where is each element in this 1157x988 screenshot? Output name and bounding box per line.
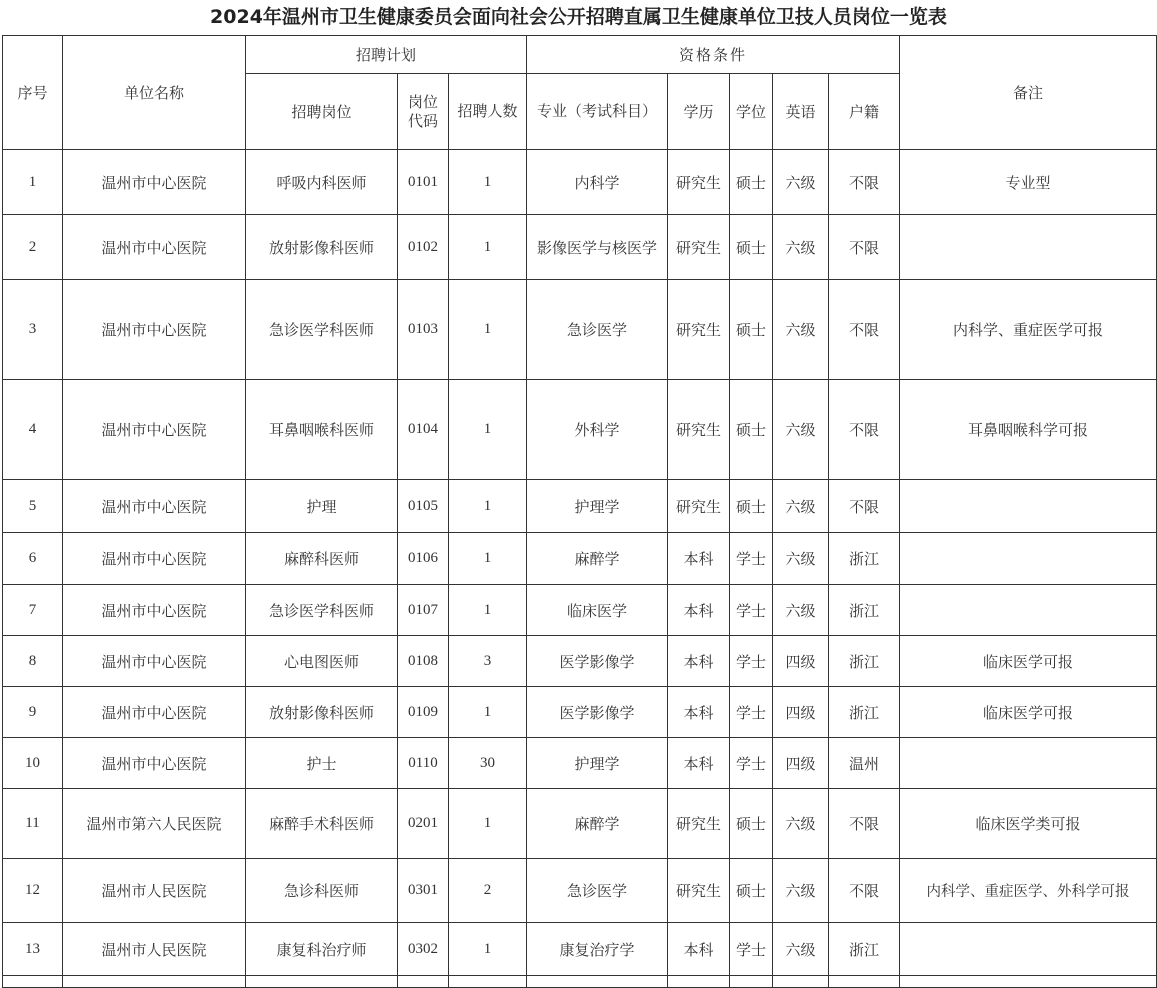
cell-english: 六级 [773,215,829,280]
cell-major: 麻醉学 [527,789,668,859]
cell-hukou: 浙江 [829,636,900,687]
cell-english: 四级 [773,687,829,738]
cell-unit: 温州市中心医院 [63,687,246,738]
cell-count: 1 [449,923,527,976]
table-row [3,585,1157,636]
table-row [3,150,1157,215]
cell-remark: 专业型 [900,150,1157,215]
cell-english: 四级 [773,636,829,687]
cell-seq: 7 [3,585,63,636]
table-row [3,380,1157,480]
cell-education: 研究生 [668,789,730,859]
cell-degree: 硕士 [730,215,773,280]
cell-count: 1 [449,533,527,585]
cell-education: 研究生 [668,380,730,480]
cell-degree: 学士 [730,687,773,738]
cell-education: 研究生 [668,480,730,533]
cell-count: 1 [449,480,527,533]
cell-code: 0105 [398,480,449,533]
cell-major: 医学影像学 [527,636,668,687]
cell-major: 影像医学与核医学 [527,215,668,280]
cell-count: 1 [449,789,527,859]
cell-remark: 临床医学可报 [900,687,1157,738]
cell-english: 六级 [773,533,829,585]
cell-seq: 5 [3,480,63,533]
header-education: 学历 [668,74,730,150]
table-row [3,280,1157,380]
cell-hukou: 不限 [829,280,900,380]
header-plan-group: 招聘计划 [246,36,527,74]
cell-unit: 温州市中心医院 [63,480,246,533]
cell-position: 护理 [246,480,398,533]
cell-code: 0101 [398,150,449,215]
cell-hukou: 浙江 [829,923,900,976]
cell-hukou: 浙江 [829,585,900,636]
cell-unit: 温州市中心医院 [63,636,246,687]
cell-code: 0302 [398,923,449,976]
cell-english: 六级 [773,923,829,976]
header-major: 专业（考试科目） [527,74,668,150]
cell-position: 心电图医师 [246,636,398,687]
cell-unit: 温州市中心医院 [63,280,246,380]
cell-unit: 温州市中心医院 [63,215,246,280]
cell-hukou: 不限 [829,380,900,480]
cell-education: 本科 [668,738,730,789]
cell-english: 六级 [773,480,829,533]
cell-remark [900,923,1157,976]
cell-degree: 学士 [730,533,773,585]
table-row [3,738,1157,789]
cell-count: 30 [449,738,527,789]
cell-unit: 温州市中心医院 [63,150,246,215]
cell-seq: 11 [3,789,63,859]
recruitment-table [2,35,1157,988]
page-title: 2024年温州市卫生健康委员会面向社会公开招聘直属卫生健康单位卫技人员岗位一览表 [210,6,947,28]
cell-position: 麻醉科医师 [246,533,398,585]
cell-hukou: 不限 [829,150,900,215]
cell-hukou: 不限 [829,789,900,859]
cell-education: 本科 [668,585,730,636]
cell-remark: 临床医学可报 [900,636,1157,687]
cell-english: 六级 [773,585,829,636]
cell-code: 0102 [398,215,449,280]
cell-unit: 温州市中心医院 [63,738,246,789]
cell-unit: 温州市中心医院 [63,533,246,585]
cell-remark: 临床医学类可报 [900,789,1157,859]
cell-position: 麻醉手术科医师 [246,789,398,859]
cell-count: 3 [449,636,527,687]
cell-code: 0201 [398,789,449,859]
cell-remark: 内科学、重症医学、外科学可报 [900,859,1157,923]
cell-degree: 硕士 [730,480,773,533]
cell-code: 0103 [398,280,449,380]
cell-hukou: 不限 [829,215,900,280]
cell-seq: 6 [3,533,63,585]
cell-degree: 学士 [730,585,773,636]
header-code: 岗位代码 [398,74,449,150]
cell-count: 1 [449,380,527,480]
header-position: 招聘岗位 [246,74,398,150]
header-degree: 学位 [730,74,773,150]
cell-degree: 硕士 [730,280,773,380]
cell-seq: 3 [3,280,63,380]
header-remark: 备注 [900,36,1157,150]
header-seq: 序号 [3,36,63,150]
cell-seq: 8 [3,636,63,687]
cell-code: 0104 [398,380,449,480]
cell-degree: 学士 [730,738,773,789]
cell-major: 康复治疗学 [527,923,668,976]
cell-unit: 温州市人民医院 [63,859,246,923]
cell-education: 研究生 [668,280,730,380]
cell-count: 1 [449,687,527,738]
cell-degree: 硕士 [730,859,773,923]
table-row [3,480,1157,533]
cell-position: 急诊医学科医师 [246,585,398,636]
cell-english: 六级 [773,789,829,859]
cell-position: 护士 [246,738,398,789]
cell-major: 内科学 [527,150,668,215]
cell-code: 0110 [398,738,449,789]
cell-remark: 内科学、重症医学可报 [900,280,1157,380]
cell-education: 本科 [668,533,730,585]
cell-remark [900,480,1157,533]
cell-position: 急诊医学科医师 [246,280,398,380]
cell-major: 急诊医学 [527,859,668,923]
table-row [3,533,1157,585]
cell-education: 研究生 [668,859,730,923]
table-row [3,789,1157,859]
cell-seq: 2 [3,215,63,280]
cell-major: 急诊医学 [527,280,668,380]
cell-unit: 温州市人民医院 [63,923,246,976]
cell-degree: 学士 [730,923,773,976]
cell-major: 护理学 [527,738,668,789]
cell-count: 2 [449,859,527,923]
cell-unit: 温州市中心医院 [63,380,246,480]
cell-code: 0108 [398,636,449,687]
cell-code: 0106 [398,533,449,585]
cell-major: 临床医学 [527,585,668,636]
cell-hukou: 浙江 [829,687,900,738]
cell-english: 六级 [773,859,829,923]
cell-remark [900,585,1157,636]
table-row [3,215,1157,280]
cell-hukou: 浙江 [829,533,900,585]
cell-seq: 13 [3,923,63,976]
table-row [3,859,1157,923]
cell-position: 康复科治疗师 [246,923,398,976]
cell-remark [900,533,1157,585]
cell-degree: 硕士 [730,380,773,480]
cell-code: 0301 [398,859,449,923]
cell-seq: 10 [3,738,63,789]
cell-remark [900,738,1157,789]
cell-degree: 硕士 [730,150,773,215]
table-row [3,687,1157,738]
cell-position: 急诊科医师 [246,859,398,923]
cell-major: 外科学 [527,380,668,480]
cell-english: 四级 [773,738,829,789]
cell-count: 1 [449,215,527,280]
table-row [3,636,1157,687]
cell-english: 六级 [773,150,829,215]
header-unit: 单位名称 [63,36,246,150]
cell-education: 本科 [668,687,730,738]
cell-degree: 硕士 [730,789,773,859]
cell-code: 0109 [398,687,449,738]
cell-major: 医学影像学 [527,687,668,738]
cell-education: 研究生 [668,150,730,215]
cell-count: 1 [449,150,527,215]
header-count: 招聘人数 [449,74,527,150]
cell-hukou: 温州 [829,738,900,789]
cell-seq: 1 [3,150,63,215]
cell-position: 放射影像科医师 [246,215,398,280]
cell-education: 本科 [668,636,730,687]
cell-education: 研究生 [668,215,730,280]
cell-hukou: 不限 [829,480,900,533]
header-hukou: 户籍 [829,74,900,150]
cell-seq: 12 [3,859,63,923]
cell-position: 放射影像科医师 [246,687,398,738]
header-english: 英语 [773,74,829,150]
cell-english: 六级 [773,380,829,480]
table-row-partial [3,976,1157,988]
cell-unit: 温州市第六人民医院 [63,789,246,859]
cell-position: 耳鼻咽喉科医师 [246,380,398,480]
cell-english: 六级 [773,280,829,380]
cell-remark: 耳鼻咽喉科学可报 [900,380,1157,480]
cell-hukou: 不限 [829,859,900,923]
cell-major: 麻醉学 [527,533,668,585]
table-row [3,923,1157,976]
cell-code: 0107 [398,585,449,636]
cell-count: 1 [449,585,527,636]
cell-seq: 4 [3,380,63,480]
cell-position: 呼吸内科医师 [246,150,398,215]
cell-unit: 温州市中心医院 [63,585,246,636]
header-qualification-group: 资格条件 [527,36,900,74]
table-body [3,150,1157,988]
cell-degree: 学士 [730,636,773,687]
cell-seq: 9 [3,687,63,738]
cell-count: 1 [449,280,527,380]
cell-major: 护理学 [527,480,668,533]
cell-education: 本科 [668,923,730,976]
cell-remark [900,215,1157,280]
